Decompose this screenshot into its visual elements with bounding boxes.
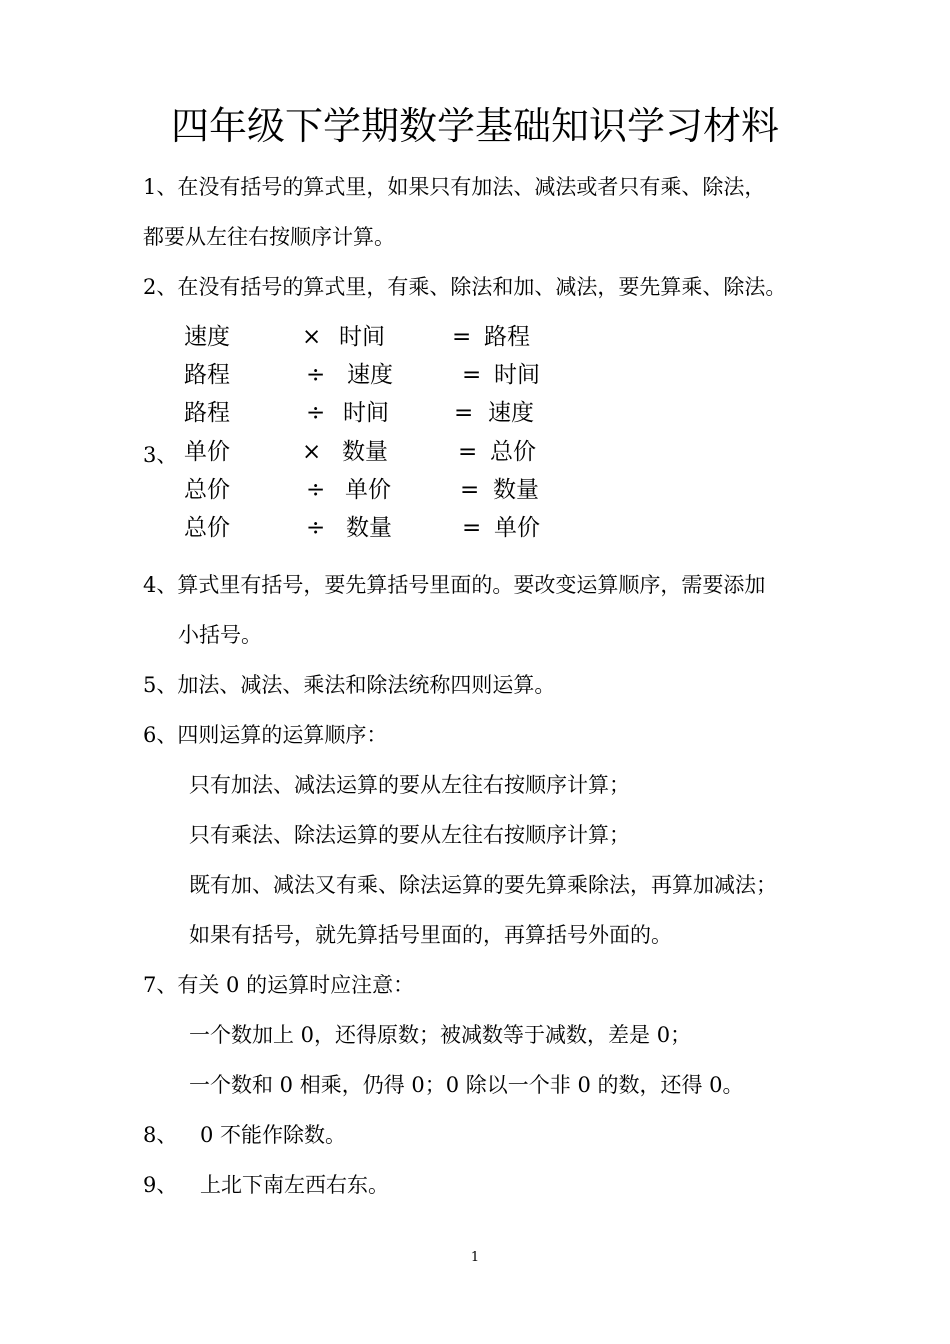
- formula-operator: ÷: [306, 400, 326, 426]
- item-8-number: 8、: [143, 1123, 178, 1147]
- item-7-sub: 一个数加上 0，还得原数；被减数等于减数，差是 0；: [189, 1023, 692, 1047]
- formula-term: 数量: [346, 515, 392, 541]
- item-5: 5、加法、减法、乘法和除法统称四则运算。: [143, 673, 556, 697]
- formula-result: 时间: [494, 362, 540, 388]
- formula-row: [184, 394, 604, 432]
- item-6: 6、四则运算的运算顺序：: [143, 723, 388, 747]
- formula-term: 速度: [347, 362, 393, 388]
- formula-term: 总价: [184, 477, 230, 503]
- item-1-line-1: 1、在没有括号的算式里，如果只有加法、减法或者只有乘、除法，: [143, 175, 766, 199]
- formula-term: 路程: [184, 362, 230, 388]
- formula-equals: =: [454, 400, 474, 426]
- formula-operator: ÷: [306, 477, 326, 503]
- formula-term: 单价: [345, 477, 391, 503]
- item-3-label: 3、: [143, 443, 178, 467]
- item-6-sub: 只有乘法、除法运算的要从左往右按顺序计算；: [189, 823, 630, 847]
- formula-row: [184, 471, 604, 509]
- formula-equals: =: [458, 439, 478, 465]
- item-6-sub: 既有加、减法又有乘、除法运算的要先算乘除法，再算加减法；: [189, 873, 777, 897]
- item-4-line-1: 4、算式里有括号，要先算括号里面的。要改变运算顺序，需要添加: [143, 573, 766, 597]
- formula-result: 数量: [493, 477, 539, 503]
- formula-term: 数量: [342, 439, 388, 465]
- formula-row: [184, 356, 604, 394]
- formula-result: 总价: [490, 439, 536, 465]
- formula-term: 路程: [184, 400, 230, 426]
- formula-operator: ×: [302, 439, 322, 465]
- item-4-line-2: 小括号。: [178, 623, 262, 647]
- item-6-sub: 如果有括号，就先算括号里面的，再算括号外面的。: [189, 923, 672, 947]
- item-1-line-2: 都要从左往右按顺序计算。: [143, 225, 395, 249]
- formula-result: 单价: [494, 515, 540, 541]
- formula-equals: =: [462, 362, 482, 388]
- item-2: 2、在没有括号的算式里，有乘、除法和加、减法，要先算乘、除法。: [143, 275, 787, 299]
- formula-equals: =: [462, 515, 482, 541]
- formula-result: 速度: [488, 400, 534, 426]
- item-8-text: 0 不能作除数。: [200, 1123, 347, 1147]
- formula-equals: =: [452, 324, 472, 350]
- formula-row: [184, 509, 604, 547]
- formula-term: 时间: [339, 324, 385, 350]
- formula-equals: =: [460, 477, 480, 503]
- formula-operator: ×: [302, 324, 322, 350]
- item-7: 7、有关 0 的运算时应注意：: [143, 973, 415, 997]
- item-9-text: 上北下南左西右东。: [200, 1173, 389, 1197]
- item-6-sub: 只有加法、减法运算的要从左往右按顺序计算；: [189, 773, 630, 797]
- formula-term: 速度: [184, 324, 230, 350]
- formula-term: 总价: [184, 515, 230, 541]
- formula-result: 路程: [484, 324, 530, 350]
- item-7-sub: 一个数和 0 相乘，仍得 0；0 除以一个非 0 的数，还得 0。: [189, 1073, 744, 1097]
- formula-row: [184, 433, 604, 471]
- formula-operator: ÷: [306, 362, 326, 388]
- formula-term: 时间: [343, 400, 389, 426]
- formula-operator: ÷: [306, 515, 326, 541]
- page-number: 1: [470, 1250, 480, 1265]
- page-title: 四年级下学期数学基础知识学习材料: [170, 104, 779, 148]
- item-9-number: 9、: [143, 1173, 178, 1197]
- formula-term: 单价: [184, 439, 230, 465]
- formula-row: [184, 318, 604, 356]
